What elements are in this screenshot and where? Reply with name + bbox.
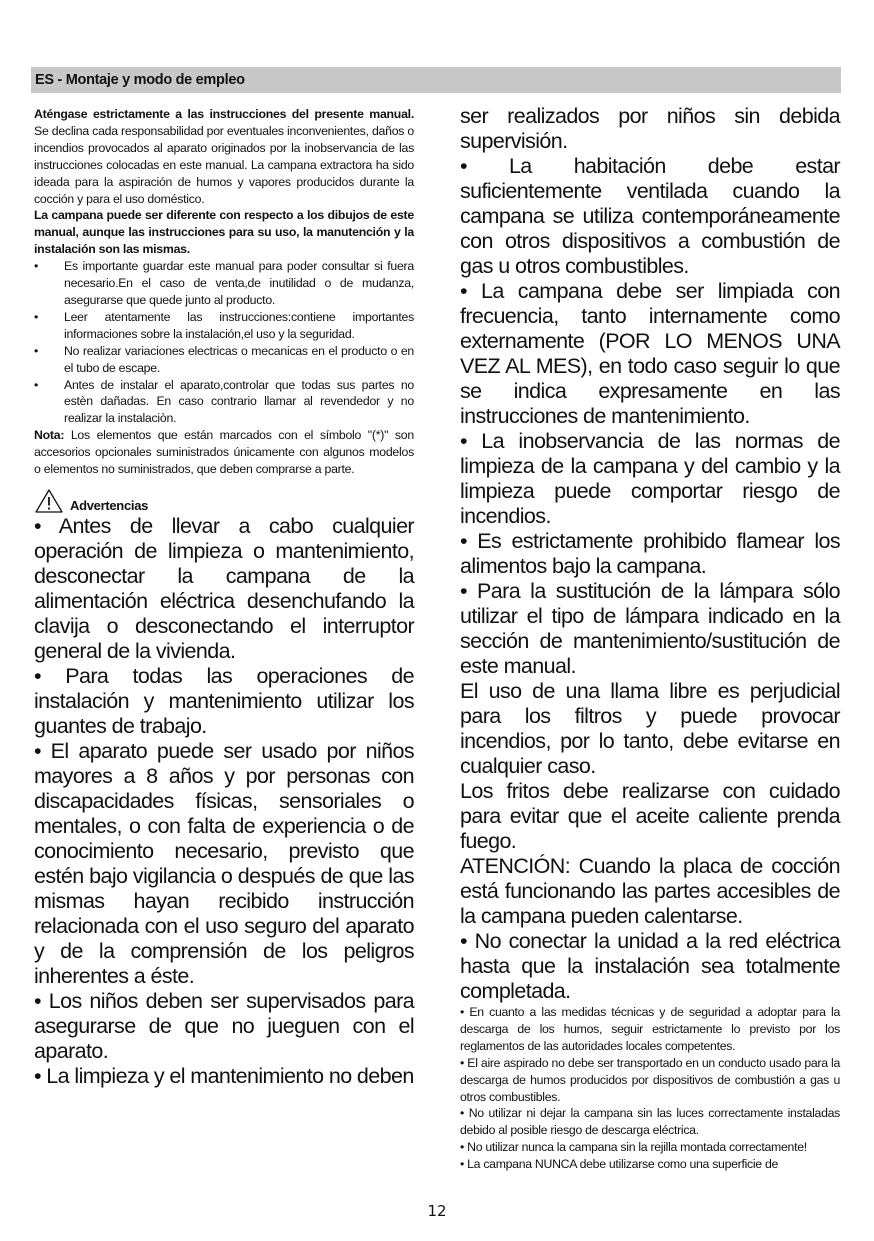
warning-paragraph: • Para todas las operaciones de instalación y mantenimiento utilizar los guantes de trabajo. [34, 663, 414, 738]
difference-bold: La campana puede ser diferente con respecto a los dibujos de este manual, aunque las instrucciones para su uso, la manutención y la instalación son las mismas. [34, 208, 414, 257]
intro-paragraph [34, 106, 414, 207]
warning-paragraph: • La limpieza y el mantenimiento no deben [34, 1063, 414, 1088]
note-label: Nota: [34, 428, 65, 443]
list-item [34, 343, 414, 377]
small-paragraph: • No utilizar nunca la campana sin la rejilla montada correctamente! [460, 1140, 807, 1155]
left-column [34, 106, 414, 1089]
difference-paragraph [34, 207, 414, 258]
large-paragraph: • No conectar la unidad a la red eléctrica hasta que la instalación sea totalmente completada. [460, 929, 840, 1003]
warnings-heading [34, 488, 414, 514]
list-item-text: Antes de instalar el aparato,controlar que todas sus partes no estèn dañadas. En caso contrario llamar al revendedor y no realizar la instalaciòn. [64, 377, 414, 426]
large-paragraph: • Para la sustitución de la lámpara sólo utilizar el tipo de lámpara indicado en la sección de mantenimiento/sustitución de este manual. [460, 579, 840, 678]
large-paragraph: ATENCIÓN: Cuando la placa de cocción está funcionando las partes accesibles de la campana pueden calentarse. [460, 854, 840, 928]
list-item-text: No realizar variaciones electricas o mecanicas en el producto o en el tubo de escape. [64, 343, 414, 375]
page-number: 12 [427, 1202, 447, 1220]
section-header [31, 67, 841, 93]
large-paragraph: Los fritos debe realizarse con cuidado para evitar que el aceite caliente prenda fuego. [460, 779, 840, 853]
instruction-list [34, 258, 414, 427]
small-paragraph: • No utilizar ni dejar la campana sin las luces correctamente instaladas debido al posible riesgo de descarga eléctrica. [460, 1106, 840, 1138]
large-paragraph: El uso de una llama libre es perjudicial para los filtros y puede provocar incendios, por lo tanto, debe evitarse en cualquier caso. [460, 679, 840, 778]
section-title: ES - Montaje y modo de empleo [35, 72, 245, 88]
large-paragraph: • La habitación debe estar suficientemente ventilada cuando la campana se utiliza contemporáneamente con otros dispositivos a combustión de gas u otros combustibles. [460, 154, 840, 278]
large-paragraph: • La inobservancia de las normas de limpieza de la campana y del cambio y la limpieza puede comportar riesgo de incendios. [460, 429, 840, 528]
list-item [34, 258, 414, 309]
list-item [34, 309, 414, 343]
warnings-title: Advertencias [70, 497, 149, 513]
bullet-dot: • [34, 309, 39, 324]
large-paragraph: • La campana debe ser limpiada con frecuencia, tanto internamente como externamente (POR LO MENOS UNA VEZ AL MES), en todo caso seguir lo que se indica expresamente en las instrucciones de mantenimiento. [460, 279, 840, 428]
small-paragraph: • La campana NUNCA debe utilizarse como una superficie de [460, 1157, 779, 1172]
right-column [460, 104, 840, 1173]
small-paragraph: • En cuanto a las medidas técnicas y de seguridad a adoptar para la descarga de los humos, seguir estrictamente lo previsto por los reglamentos de las autoridades locales competentes. [460, 1005, 840, 1053]
intro-text: Se declina cada responsabilidad por eventuales inconvenientes, daños o incendios provocados al aparato originados por la inobservancia de las instrucciones colocadas en este manual. La campana extractora ha sido ideada para la aspiración de humos y vapores producidos durante la cocción y para el uso doméstico. [34, 123, 414, 206]
large-paragraph: • Es estrictamente prohibido flamear los alimentos bajo la campana. [460, 529, 840, 578]
note-text: Los elementos que están marcados con el símbolo "(*)" son accesorios opcionales suministrados únicamente con algunos modelos o elementos no suministrados, que deben comprarse a parte. [34, 428, 414, 477]
small-paragraph: • El aire aspirado no debe ser transportado en un conducto usado para la descarga de humos producidos por dispositivos de combustión a gas u otros combustibles. [460, 1055, 840, 1104]
warning-triangle-icon [34, 488, 64, 514]
note-paragraph [34, 427, 414, 478]
warning-paragraph: • Los niños deben ser supervisados para asegurarse de que no jueguen con el aparato. [34, 988, 414, 1063]
bullet-dot: • [34, 343, 39, 358]
list-item-text: Es importante guardar este manual para poder consultar si fuera necesario.En el caso de venta,de inutilidad o de mudanza, asegurarse que quede junto al producto. [64, 259, 414, 307]
list-item-text: Leer atentamente las instrucciones:contiene importantes informaciones sobre la instalación,el uso y la seguridad. [64, 309, 414, 341]
warning-paragraph: • Antes de llevar a cabo cualquier operación de limpieza o mantenimiento, desconectar la campana de la alimentación eléctrica desenchufando la clavija o desconectando el interruptor general de la vivienda. [34, 513, 414, 663]
bullet-dot: • [34, 259, 39, 274]
list-item [34, 377, 414, 428]
intro-bold: Aténgase estrictamente a las instrucciones del presente manual. [34, 107, 414, 121]
large-paragraph: ser realizados por niños sin debida supervisión. [460, 104, 840, 153]
bullet-dot: • [34, 377, 39, 392]
warning-paragraph: • El aparato puede ser usado por niños mayores a 8 años y por personas con discapacidades físicas, sensoriales o mentales, o con falta de experiencia o de conocimiento necesario, previsto que estén bajo vigilancia o después de que las mismas hayan recibido instrucción relacionada con el uso seguro del aparato y de la comprensión de los peligros inherentes a éste. [34, 738, 414, 988]
